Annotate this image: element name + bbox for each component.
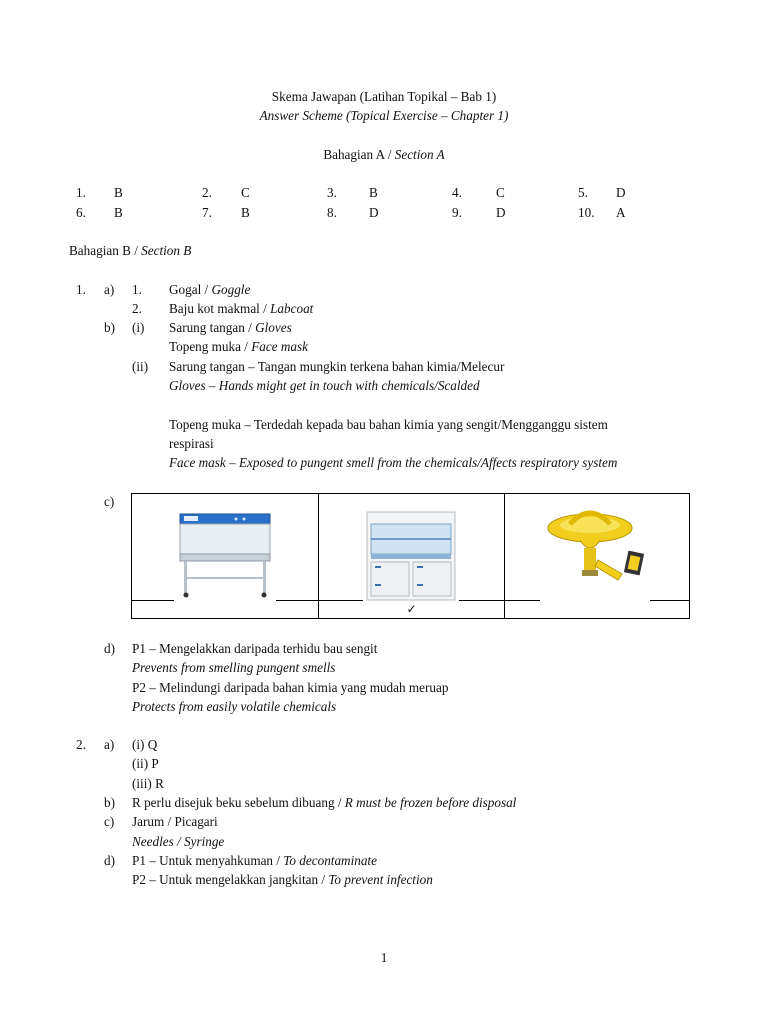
q2c-malay: Jarum / Picagari bbox=[132, 814, 218, 829]
question-1-number: 1. bbox=[76, 282, 86, 297]
q1b-ii-mask-english: Face mask – Exposed to pungent smell from the chemicals/Affects respiratory system bbox=[169, 455, 618, 470]
answer-value: D bbox=[616, 185, 626, 200]
section-a-heading: Bahagian A / Section A bbox=[323, 147, 445, 162]
equipment-table bbox=[131, 493, 690, 619]
title-english: Answer Scheme (Topical Exercise – Chapter 1) bbox=[259, 108, 509, 123]
answer-value: C bbox=[496, 185, 505, 200]
eye-wash-station-image bbox=[540, 494, 650, 601]
answer-value: B bbox=[114, 185, 123, 200]
q1b-ii-mask-malay: Topeng muka – Terdedah kepada bau bahan kimia yang sengit/Mengganggu sistem bbox=[169, 417, 608, 432]
q1d-p1-english: Prevents from smelling pungent smells bbox=[132, 660, 336, 675]
title-malay: Skema Jawapan (Latihan Topikal – Bab 1) bbox=[271, 89, 497, 104]
answer-number: 7. bbox=[202, 205, 212, 220]
q1-part-a-label: a) bbox=[104, 282, 115, 297]
q1a-item-number: 1. bbox=[132, 282, 142, 297]
answer-number: 3. bbox=[327, 185, 337, 200]
q2a-item: (ii) P bbox=[132, 756, 159, 771]
q1a-item-text: Gogal / Goggle bbox=[169, 282, 251, 297]
q2d-p1: P1 – Untuk menyahkuman / To decontaminate bbox=[132, 853, 377, 868]
q1a-item-text: Baju kot makmal / Labcoat bbox=[169, 301, 314, 316]
q1d-p1-malay: P1 – Mengelakkan daripada terhidu bau sengit bbox=[132, 641, 378, 656]
q1a-item-number: 2. bbox=[132, 301, 142, 316]
q1d-p2-malay: P2 – Melindungi daripada bahan kimia yang mudah meruap bbox=[132, 680, 449, 695]
answer-number: 9. bbox=[452, 205, 462, 220]
q2-part-c-label: c) bbox=[104, 814, 115, 829]
answer-number: 4. bbox=[452, 185, 462, 200]
q1b-i-line: Topeng muka / Face mask bbox=[169, 339, 308, 354]
answer-value: A bbox=[616, 205, 626, 220]
answer-value: B bbox=[369, 185, 378, 200]
q1b-i-label: (i) bbox=[132, 320, 145, 335]
q2d-p2: P2 – Untuk mengelakkan jangkitan / To prevent infection bbox=[132, 872, 433, 887]
section-b-heading: Bahagian B / Section B bbox=[69, 243, 192, 258]
answer-value: B bbox=[114, 205, 123, 220]
answer-value: D bbox=[496, 205, 506, 220]
q2-part-d-label: d) bbox=[104, 853, 115, 868]
answer-value: C bbox=[241, 185, 250, 200]
q1-part-d-label: d) bbox=[104, 641, 115, 656]
answer-number: 8. bbox=[327, 205, 337, 220]
q2c-english: Needles / Syringe bbox=[132, 834, 225, 849]
q1-part-b-label: b) bbox=[104, 320, 115, 335]
q2-part-b-label: b) bbox=[104, 795, 115, 810]
question-2-number: 2. bbox=[76, 737, 86, 752]
laminar-flow-cabinet-image bbox=[174, 494, 276, 601]
q1-part-c-label: c) bbox=[104, 494, 115, 509]
table-mark-cell: ✓ bbox=[406, 602, 417, 616]
q2-part-a-label: a) bbox=[104, 737, 115, 752]
answer-number: 5. bbox=[578, 185, 588, 200]
answer-value: B bbox=[241, 205, 250, 220]
answer-value: D bbox=[369, 205, 379, 220]
q1b-ii-gloves-english: Gloves – Hands might get in touch with chemicals/Scalded bbox=[169, 378, 480, 393]
q1b-i-line: Sarung tangan / Gloves bbox=[169, 320, 292, 335]
table-mark-cell bbox=[505, 600, 689, 618]
table-mark-cell bbox=[132, 600, 318, 618]
answer-number: 2. bbox=[202, 185, 212, 200]
page-number: 1 bbox=[380, 950, 388, 965]
fume-cupboard-image bbox=[363, 494, 459, 601]
q2b-answer: R perlu disejuk beku sebelum dibuang / R must be frozen before disposal bbox=[132, 795, 517, 810]
q2a-item: (i) Q bbox=[132, 737, 158, 752]
answer-number: 10. bbox=[578, 205, 595, 220]
q1b-ii-gloves-malay: Sarung tangan – Tangan mungkin terkena bahan kimia/Melecur bbox=[169, 359, 505, 374]
q1b-ii-mask-malay-cont: respirasi bbox=[169, 436, 214, 451]
answer-number: 1. bbox=[76, 185, 86, 200]
q1b-ii-label: (ii) bbox=[132, 359, 149, 374]
q2a-item: (iii) R bbox=[132, 776, 164, 791]
answer-number: 6. bbox=[76, 205, 86, 220]
q1d-p2-english: Protects from easily volatile chemicals bbox=[132, 699, 337, 714]
